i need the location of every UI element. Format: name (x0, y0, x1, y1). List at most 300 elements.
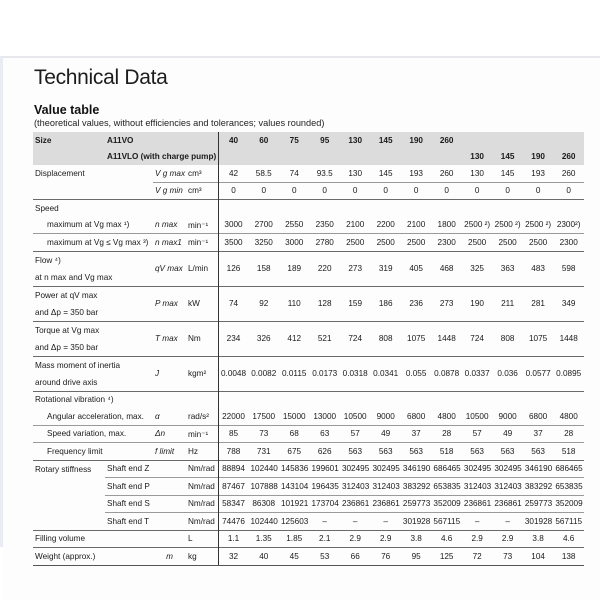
unit: L/min (188, 264, 209, 273)
cell-value: 28 (442, 429, 452, 439)
value-cell (401, 251, 431, 286)
unit: cm³ (188, 168, 202, 178)
section-title: Value table (34, 103, 100, 117)
value-cell (279, 234, 309, 252)
value-cell (309, 478, 339, 496)
unit: Nm (188, 334, 201, 343)
cell-value: 0 (231, 186, 236, 196)
size-cell (309, 132, 339, 149)
value-cell (401, 321, 431, 356)
value-cell (340, 200, 370, 217)
cell-value: 281 (531, 299, 545, 308)
cell-value: 74 (228, 299, 239, 308)
empty-label (33, 182, 153, 200)
cell-value: 145836 (280, 464, 309, 474)
torque-label (33, 321, 153, 356)
value-cell (553, 165, 584, 182)
value-cell (218, 425, 248, 443)
value-cell (462, 530, 492, 548)
cell-value: 0.0048 (220, 369, 247, 378)
cell-value: 2350 (315, 220, 334, 230)
value-cell (523, 460, 553, 478)
cell-value: 1.1 (227, 534, 240, 544)
value-cell (218, 356, 248, 391)
row-speed-header (33, 200, 584, 217)
value-cell (279, 495, 309, 513)
symbol: T max (155, 334, 178, 343)
value-cell (218, 234, 248, 252)
value-cell (370, 408, 400, 425)
flow-label-line1: Flow ⁴) (35, 255, 61, 265)
empty-cell (309, 149, 339, 166)
value-cell (218, 321, 248, 356)
cell-value: 9000 (498, 411, 517, 421)
row-displacement-min (33, 182, 584, 200)
symbol-cell (153, 217, 186, 234)
symbol-cell (153, 182, 186, 200)
cell-value: 2.9 (349, 534, 361, 544)
cell-value: 125 (439, 551, 454, 561)
value-cell (249, 495, 279, 513)
size-label-cell (33, 132, 105, 149)
cell-value: 2500 ²) (494, 220, 521, 230)
cell-value: 2300 (437, 237, 456, 247)
value-cell (279, 200, 309, 217)
value-cell (340, 286, 370, 321)
cell-value: 2500 (468, 237, 487, 247)
cell-value: 58347 (222, 499, 245, 509)
value-cell (218, 548, 248, 566)
value-cell (401, 234, 431, 252)
value-cell (431, 530, 461, 548)
stiffS-label (105, 495, 186, 513)
cell-value: 0 (322, 186, 327, 196)
cell-value: 128 (317, 299, 332, 308)
value-cell (462, 408, 492, 425)
cell-value: 675 (287, 446, 302, 456)
unit-cell (186, 530, 218, 548)
unit: cm³ (188, 186, 202, 196)
value-cell (492, 251, 522, 286)
cell-value: 57 (472, 429, 482, 439)
value-cell (309, 495, 339, 513)
inertia-label (33, 356, 153, 391)
cell-value: 0.0895 (556, 369, 582, 378)
value-cell (249, 460, 279, 478)
size-cell (523, 149, 553, 166)
cell-value: 0 (261, 186, 267, 196)
cell-value: 102440 (250, 516, 278, 526)
size-cell (462, 149, 492, 166)
cell-value: 312403 (494, 481, 522, 491)
section-note: (theoretical values, without efficiencies and tolerances; values rounded) (34, 118, 325, 128)
cell-value: 110 (287, 299, 301, 308)
symbol-cell (153, 356, 186, 391)
value-cell (401, 286, 431, 321)
cell-value: 0 (444, 186, 449, 196)
value-cell (370, 356, 400, 391)
cell-value: 37 (411, 429, 421, 439)
cell-value: 1448 (437, 334, 456, 343)
value-cell (401, 530, 431, 548)
empty-cell (492, 132, 522, 149)
size-value: 130 (348, 135, 363, 145)
value-cell (370, 391, 400, 408)
cell-value: 58.5 (255, 168, 272, 178)
value-cell (431, 478, 461, 496)
value-cell (553, 425, 584, 443)
value-cell (249, 217, 279, 234)
unit: kgm² (188, 369, 207, 378)
value-table (33, 132, 584, 566)
cell-value: 808 (500, 334, 515, 343)
size-value: 260 (439, 135, 454, 145)
value-cell (309, 182, 339, 200)
empty-cell (340, 149, 370, 166)
value-cell (340, 425, 370, 443)
cell-value: 104 (531, 551, 545, 561)
unit-cell (186, 286, 218, 321)
cell-value: 211 (501, 299, 515, 308)
cell-value: 40 (259, 551, 269, 561)
cell-value: 4.6 (440, 534, 453, 544)
value-cell (523, 321, 553, 356)
value-cell (249, 478, 279, 496)
cell-value: 301928 (402, 516, 431, 526)
value-cell (401, 443, 431, 461)
cell-value: 3250 (254, 237, 273, 247)
cell-value: 352009 (555, 499, 583, 509)
cell-value: 32 (228, 551, 239, 561)
header-row-a11vo (33, 132, 584, 149)
cell-value: 2500 (376, 237, 395, 247)
value-cell (218, 200, 248, 217)
cell-value: 412 (287, 334, 302, 343)
page-title: Technical Data (34, 66, 168, 89)
unit: L (188, 534, 193, 544)
cell-value: 2100 (346, 220, 365, 230)
value-cell (523, 548, 553, 566)
value-cell (492, 460, 522, 478)
cell-value: 302495 (372, 464, 400, 474)
cell-value: 0 (566, 186, 571, 196)
cell-value: 0 (413, 186, 419, 196)
cell-value: 0.0577 (525, 369, 551, 378)
cell-value: 468 (439, 264, 454, 273)
speedvar-label (33, 425, 153, 443)
row-stiffness-s (33, 495, 584, 513)
value-cell (340, 478, 370, 496)
value-cell (218, 391, 248, 408)
cell-value: 6800 (407, 411, 426, 421)
value-cell (523, 234, 553, 252)
stiffness-label (33, 460, 105, 478)
value-cell (553, 200, 584, 217)
symbol: n max (155, 220, 178, 230)
empty-cell (553, 132, 584, 149)
cell-value: 130 (348, 168, 363, 178)
value-cell (340, 356, 370, 391)
torque-label-line2: and Δp = 350 bar (35, 342, 99, 352)
value-cell (370, 495, 400, 513)
empty-cell (431, 149, 461, 166)
symbol: V g max (155, 168, 186, 178)
row-torque (33, 321, 584, 356)
value-cell (218, 217, 248, 234)
unit-cell (186, 425, 218, 443)
value-cell (340, 495, 370, 513)
cell-value: 0.0337 (464, 369, 490, 378)
size-value: 190 (409, 135, 423, 145)
stiffT-label (105, 513, 186, 531)
empty-cell (401, 149, 431, 166)
cell-value: 686465 (433, 464, 461, 474)
value-cell (553, 443, 584, 461)
size-value: 40 (228, 135, 239, 145)
value-cell (279, 548, 309, 566)
cell-value: 193 (409, 168, 423, 178)
cell-value: 72 (472, 551, 482, 561)
cell-value: 0 (352, 186, 358, 196)
size-value: 95 (320, 135, 330, 145)
angacc-label-text: Angular acceleration, max. (47, 411, 144, 421)
value-cell (523, 182, 553, 200)
cell-value: 3500 (224, 237, 243, 247)
value-cell (431, 408, 461, 425)
value-cell (462, 513, 492, 531)
value-cell (279, 165, 309, 182)
symbol-cell (153, 234, 186, 252)
cell-value: 273 (348, 264, 363, 273)
value-cell (249, 443, 279, 461)
value-cell (309, 251, 339, 286)
value-cell (401, 478, 431, 496)
symbol: qV max (155, 264, 183, 273)
cell-value: 4800 (559, 411, 578, 421)
angacc-label (33, 408, 153, 425)
value-cell (462, 495, 492, 513)
cell-value: 0.0173 (312, 369, 338, 378)
empty-label (33, 495, 105, 513)
cell-value: 57 (350, 429, 360, 439)
value-cell (431, 182, 461, 200)
cell-value: 0.036 (497, 369, 518, 378)
cell-value: 199601 (311, 464, 339, 474)
value-cell (553, 356, 584, 391)
freq-label (33, 443, 153, 461)
value-cell (401, 513, 431, 531)
value-cell (523, 530, 553, 548)
speed1-label-text: maximum at Vg max ¹) (47, 220, 130, 230)
value-cell (370, 200, 400, 217)
size-cell (249, 132, 279, 149)
value-cell (218, 513, 248, 531)
value-cell (431, 251, 461, 286)
value-cell (462, 443, 492, 461)
value-cell (309, 286, 339, 321)
cell-value: 352009 (433, 499, 461, 509)
value-cell (492, 182, 522, 200)
cell-value: 145 (500, 168, 515, 178)
value-cell (553, 530, 584, 548)
value-cell (249, 548, 279, 566)
unit-cell (186, 408, 218, 425)
value-cell (340, 460, 370, 478)
cell-value: 260 (561, 168, 576, 178)
cell-value: 0.055 (405, 369, 427, 378)
value-cell (553, 217, 584, 234)
cell-value: 383292 (524, 481, 553, 491)
cell-value: 273 (439, 299, 454, 308)
row-angular-acc (33, 408, 584, 425)
cell-value: 0.0115 (282, 369, 307, 378)
value-cell (492, 217, 522, 234)
rotvib-label-text: Rotational vibration ⁴) (35, 395, 114, 405)
row-stiffness-t (33, 513, 584, 531)
series-1-cell (105, 132, 218, 149)
value-cell (401, 200, 431, 217)
cell-value: 302495 (341, 464, 370, 474)
cell-value: 2500 (407, 237, 426, 247)
empty-label (33, 478, 105, 496)
cell-value: 186 (378, 299, 393, 308)
cell-value: 236861 (341, 499, 370, 509)
stiffness-label-text: Rotary stiffness (35, 464, 92, 474)
value-cell (370, 513, 400, 531)
value-cell (249, 200, 279, 217)
value-cell (340, 165, 370, 182)
cell-value: 563 (500, 446, 515, 456)
speedvar-label-text: Speed variation, max. (47, 429, 127, 439)
cell-value: 1075 (407, 334, 426, 343)
value-cell (370, 234, 400, 252)
size-cell (431, 132, 461, 149)
value-cell (279, 286, 309, 321)
cell-value: 196435 (311, 481, 339, 491)
value-cell (553, 321, 584, 356)
value-cell (401, 460, 431, 478)
value-cell (309, 530, 339, 548)
cell-value: 220 (317, 264, 332, 273)
value-cell (218, 182, 248, 200)
value-cell (431, 391, 461, 408)
value-cell (431, 513, 461, 531)
value-cell (309, 408, 339, 425)
value-cell (218, 443, 248, 461)
value-cell (431, 548, 461, 566)
unit: min⁻¹ (188, 429, 209, 439)
value-cell (309, 425, 339, 443)
value-cell (340, 548, 370, 566)
cell-value: 518 (439, 446, 454, 456)
size-cell (370, 132, 400, 149)
cell-value: 724 (470, 334, 484, 343)
cell-value: 563 (470, 446, 484, 456)
value-cell (279, 182, 309, 200)
symbol-cell (153, 408, 186, 425)
empty-cell (523, 132, 553, 149)
cell-value: 236861 (463, 499, 492, 509)
cell-value: 2200 (376, 220, 395, 230)
cell-value: 3.8 (532, 534, 544, 544)
cell-value: 0 (383, 186, 388, 196)
cell-value: 193 (531, 168, 545, 178)
value-cell (370, 460, 400, 478)
cell-value: 28 (564, 429, 574, 439)
cell-value: 37 (533, 429, 543, 439)
value-cell (370, 251, 400, 286)
symbol-cell (153, 548, 186, 566)
value-cell (279, 443, 309, 461)
cell-value: 2780 (315, 237, 334, 247)
value-cell (462, 251, 492, 286)
value-cell (309, 460, 339, 478)
series-2-cell (105, 149, 218, 166)
value-cell (340, 443, 370, 461)
unit: min⁻¹ (188, 238, 209, 248)
value-cell (523, 443, 553, 461)
value-cell (309, 443, 339, 461)
cell-value: 731 (256, 446, 271, 456)
value-cell (523, 408, 553, 425)
value-cell (492, 425, 522, 443)
size-value: 145 (500, 152, 515, 162)
value-cell (279, 391, 309, 408)
value-cell (492, 408, 522, 425)
empty-cell (33, 149, 105, 166)
cell-value: – (322, 516, 327, 526)
value-cell (492, 530, 522, 548)
unit-cell (186, 182, 218, 200)
value-cell (279, 460, 309, 478)
rotvib-label (33, 391, 218, 408)
cell-value: 260 (439, 168, 454, 178)
cell-value: 6800 (528, 411, 548, 421)
value-cell (370, 425, 400, 443)
value-cell (553, 391, 584, 408)
cell-value: 259773 (524, 499, 553, 509)
row-stiffness-p (33, 478, 584, 496)
unit: kg (188, 551, 197, 561)
unit: Hz (188, 446, 199, 456)
cell-value: 93.5 (316, 168, 333, 178)
value-cell (523, 513, 553, 531)
unit: Nm/rad (188, 481, 215, 491)
cell-value: 45 (289, 551, 299, 561)
value-cell (218, 460, 248, 478)
value-cell (218, 251, 248, 286)
value-cell (340, 408, 370, 425)
value-cell (553, 460, 584, 478)
value-cell (462, 391, 492, 408)
cell-value: 143104 (280, 481, 309, 491)
cell-value: 145 (378, 168, 393, 178)
value-cell (492, 513, 522, 531)
value-cell (492, 478, 522, 496)
cell-value: 1800 (437, 220, 456, 230)
value-cell (249, 321, 279, 356)
cell-value: 563 (531, 446, 545, 456)
cell-value: 49 (503, 429, 513, 439)
symbol-cell (153, 321, 186, 356)
symbol-cell (153, 251, 186, 286)
power-label (33, 286, 153, 321)
cell-value: 76 (381, 551, 391, 561)
value-cell (553, 478, 584, 496)
value-cell (218, 165, 248, 182)
size-value: 145 (378, 135, 393, 145)
unit-cell (186, 234, 218, 252)
